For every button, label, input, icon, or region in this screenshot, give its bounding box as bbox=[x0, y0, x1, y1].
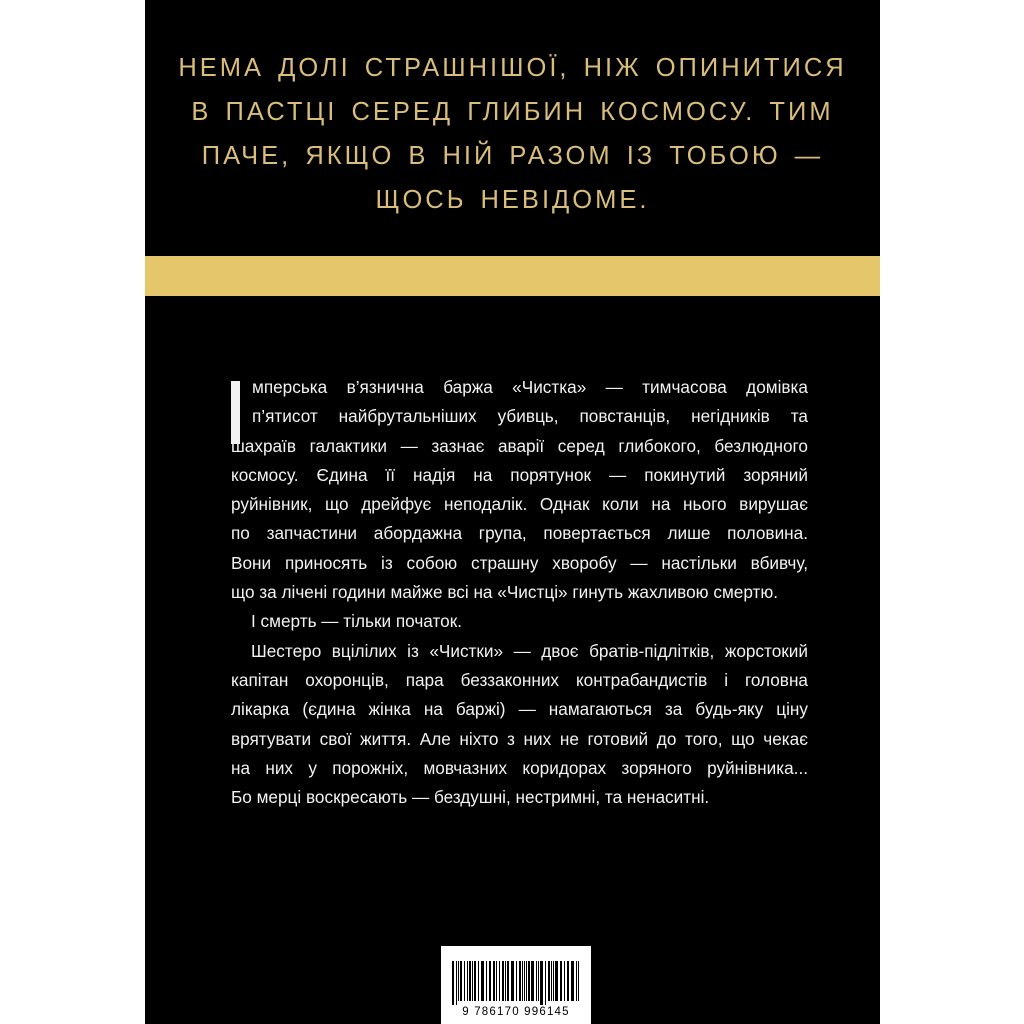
book-description bbox=[231, 373, 808, 812]
barcode-bar bbox=[536, 961, 537, 1001]
barcode-bar bbox=[519, 961, 521, 1001]
description-line: мперська в’язнична баржа «Чистка» — тимчасова домівка bbox=[252, 377, 808, 397]
barcode-bar bbox=[516, 961, 517, 1001]
description-line: шахраїв галактики — зазнає аварії серед глибокого, безлюдного bbox=[231, 435, 808, 456]
tagline-line: В ПАСТЦІ СЕРЕД ГЛИБИН КОСМОСУ. ТИМ bbox=[191, 98, 834, 126]
barcode-bar bbox=[456, 961, 457, 1005]
barcode-bar bbox=[502, 961, 504, 1001]
barcode-bar bbox=[555, 961, 558, 1001]
description-line: Бо мерці воскресають — бездушні, нестримні, та ненаситні. bbox=[231, 787, 710, 808]
barcode-bar bbox=[524, 961, 525, 1001]
isbn-barcode bbox=[441, 946, 591, 1024]
tagline-line: НЕМА ДОЛІ СТРАШНІШОЇ, НІЖ ОПИНИТИСЯ bbox=[178, 54, 847, 82]
barcode-bar bbox=[507, 961, 509, 1001]
description-line: Вони приносять із собою страшну хворобу — настільки вбивчу, bbox=[231, 552, 808, 573]
barcode-bar bbox=[511, 961, 514, 1001]
barcode-bar bbox=[578, 961, 579, 1001]
barcode-bar bbox=[489, 961, 491, 1001]
barcode-bar bbox=[551, 961, 552, 1001]
barcode-bar bbox=[458, 961, 459, 1001]
isbn-number: 9 786170 996145 bbox=[462, 1006, 570, 1018]
description-line: що за лічені години майже всі на «Чистці» гинуть жахливою смертю. bbox=[231, 582, 779, 603]
barcode-bar bbox=[486, 961, 487, 1001]
barcode-bar bbox=[553, 961, 554, 1001]
gold-divider-band bbox=[145, 256, 880, 296]
barcode-bar bbox=[505, 961, 506, 1001]
barcode-bar bbox=[548, 961, 550, 1001]
barcode-bar bbox=[481, 961, 484, 1001]
barcode-bar bbox=[474, 961, 476, 1001]
description-line: руйнівник, що дрейфує неподалік. Однак коли на нього вирушає bbox=[231, 494, 808, 515]
book-back-cover bbox=[145, 0, 880, 1024]
barcode-bar bbox=[560, 961, 562, 1001]
barcode-bar bbox=[528, 961, 530, 1001]
barcode-bar bbox=[540, 961, 543, 1005]
description-line: Шестеро вцілілих із «Чистки» — двоє братів-підлітків, жорстокий bbox=[251, 640, 808, 661]
barcode-bar bbox=[478, 961, 479, 1001]
barcode-bar bbox=[576, 961, 577, 1001]
description-line: п’ятисот найбрутальніших убивць, повстанців, негідників та bbox=[252, 406, 808, 427]
barcode-bar bbox=[564, 961, 565, 1001]
tagline bbox=[145, 46, 880, 222]
description-line: врятувати свої життя. Але ніхто з них не готовий до того, що чекає bbox=[231, 728, 808, 749]
barcode-bar bbox=[567, 961, 569, 1001]
description-line: по запчастини абордажна група, повертається лише половина. bbox=[231, 523, 808, 544]
description-line: І смерть — тільки початок. bbox=[251, 611, 462, 632]
barcode-bar bbox=[496, 961, 497, 1001]
barcode-bar bbox=[467, 961, 468, 1001]
barcode-bar bbox=[538, 961, 539, 1001]
barcode-bar bbox=[472, 961, 473, 1001]
tagline-line: ЩОСЬ НЕВІДОМЕ. bbox=[375, 186, 650, 214]
barcode-bar bbox=[571, 961, 574, 1001]
barcode-bar bbox=[522, 961, 523, 1001]
description-line: капітан охоронців, пара беззаконних контрабандистів і головна bbox=[231, 669, 808, 690]
barcode-bar bbox=[464, 961, 465, 1001]
barcode-bar bbox=[469, 961, 471, 1001]
description-line: на них у порожніх, мовчазних коридорах зоряного руйнівника... bbox=[231, 757, 808, 778]
barcode-bar bbox=[493, 961, 495, 1001]
description-line: лікарка (єдина жінка на баржі) — намагаються за будь-яку ціну bbox=[231, 699, 808, 720]
barcode-bar bbox=[452, 961, 454, 1005]
barcode-bar bbox=[499, 961, 500, 1001]
tagline-line: ПАЧЕ, ЯКЩО В НІЙ РАЗОМ ІЗ ТОБОЮ — bbox=[201, 142, 824, 170]
barcode-bar bbox=[531, 961, 534, 1001]
barcode-bar bbox=[545, 961, 546, 1005]
description-line: космосу. Єдина її надія на порятунок — покинутий зоряний bbox=[231, 464, 808, 485]
barcode-bar bbox=[460, 961, 462, 1001]
barcode-icon bbox=[450, 961, 582, 1005]
barcode-bar bbox=[526, 961, 527, 1001]
